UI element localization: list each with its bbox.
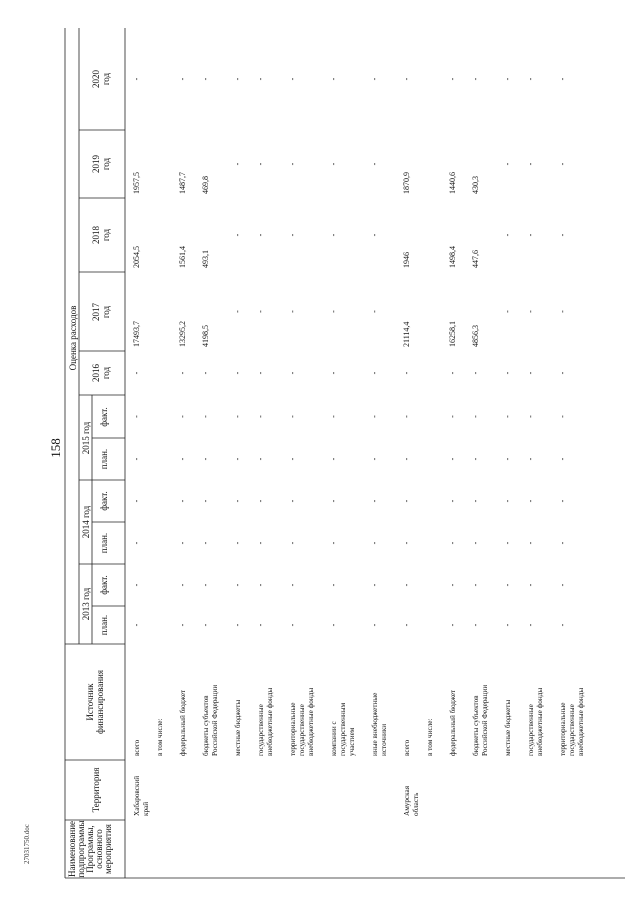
source-label: государственные [527, 704, 535, 756]
value-cell: 1870,9 [402, 172, 411, 194]
value-cell: - [448, 499, 457, 503]
value-cell: - [201, 499, 210, 503]
value-cell: - [233, 77, 242, 81]
value-cell: - [201, 623, 210, 627]
value-cell: 1498,4 [448, 246, 457, 268]
value-cell: - [526, 583, 535, 587]
value-cell: - [329, 415, 338, 418]
value-cell: 4198,5 [201, 325, 210, 347]
value-cell: - [503, 371, 512, 375]
value-cell: - [448, 371, 457, 375]
value-cell: - [329, 499, 338, 503]
header-2015: 2015 год [81, 421, 91, 455]
value-cell: - [329, 233, 338, 237]
territory-name: Хабаровский [133, 775, 141, 816]
source-label: компании с [330, 721, 338, 756]
value-cell: - [471, 583, 480, 587]
value-cell: - [288, 415, 297, 418]
value-cell: - [233, 233, 242, 237]
value-cell: - [256, 162, 265, 166]
value-cell: - [233, 371, 242, 375]
source-label: бюджеты субъектов [472, 695, 480, 756]
value-cell: - [526, 77, 535, 81]
value-cell: - [233, 499, 242, 503]
value-cell: - [329, 310, 338, 313]
value-cell: - [503, 233, 512, 237]
value-cell: - [370, 77, 379, 81]
source-label: Российской Федерации [481, 684, 489, 756]
value-cell: - [402, 77, 411, 81]
value-cell: - [558, 457, 567, 461]
header-estimate: Оценка расходов [68, 305, 78, 371]
value-cell: - [288, 371, 297, 375]
value-cell: - [370, 541, 379, 545]
header-plan-fact: факт. [99, 575, 109, 595]
header-plan-fact: факт. [99, 491, 109, 511]
value-cell: - [526, 623, 535, 627]
value-cell: 1957,5 [132, 172, 141, 194]
value-cell: 4856,3 [471, 325, 480, 347]
value-cell: 493,1 [201, 250, 210, 268]
value-cell: - [201, 77, 210, 81]
value-cell: - [132, 457, 141, 461]
value-cell: - [503, 499, 512, 503]
value-cell: - [503, 541, 512, 545]
value-cell: - [471, 77, 480, 81]
value-cell: - [558, 371, 567, 375]
header-2017: 2017 [91, 303, 101, 321]
value-cell: - [256, 310, 265, 313]
value-cell: - [201, 457, 210, 461]
value-cell: - [558, 415, 567, 418]
header-name: подпрограммы [76, 820, 86, 878]
header-2020: год [101, 72, 111, 86]
value-cell: - [178, 499, 187, 503]
value-cell: - [503, 77, 512, 81]
value-cell: - [288, 457, 297, 461]
value-cell: - [558, 623, 567, 627]
source-label: в том числе: [426, 718, 434, 756]
source-label: в том числе: [156, 718, 164, 756]
source-label: федеральный бюджет [449, 689, 457, 756]
source-label: внебюджетные фонды [577, 687, 585, 756]
value-cell: - [402, 371, 411, 375]
value-cell: - [178, 77, 187, 81]
value-cell: 1561,4 [178, 246, 187, 268]
header-name: Наименование [67, 820, 77, 878]
value-cell: - [329, 623, 338, 627]
header-2018: год [101, 228, 111, 242]
value-cell: - [402, 541, 411, 545]
value-cell: - [471, 415, 480, 418]
header-2013: 2013 год [81, 587, 91, 621]
value-cell: - [201, 415, 210, 418]
value-cell: - [526, 415, 535, 418]
value-cell: - [132, 541, 141, 545]
value-cell: - [526, 541, 535, 545]
value-cell: - [178, 541, 187, 545]
page-number: 158 [48, 438, 63, 458]
value-cell: - [471, 541, 480, 545]
value-cell: - [402, 499, 411, 503]
value-cell: - [288, 233, 297, 237]
value-cell: 21114,4 [402, 321, 411, 347]
value-cell: - [132, 583, 141, 587]
value-cell: - [558, 583, 567, 587]
territory-name: область [412, 792, 420, 816]
value-cell: - [132, 499, 141, 503]
value-cell: - [558, 162, 567, 166]
value-cell: - [132, 623, 141, 627]
source-label: иные внебюджетные [371, 692, 379, 756]
header-2019: год [101, 157, 111, 171]
value-cell: - [503, 415, 512, 418]
source-label: внебюджетные фонды [307, 687, 315, 756]
value-cell: - [526, 310, 535, 313]
value-cell: - [370, 310, 379, 313]
value-cell: - [178, 415, 187, 418]
value-cell: - [558, 233, 567, 237]
header-territory: Территория [91, 767, 101, 813]
header-2019: 2019 [91, 155, 101, 173]
header-2014: 2014 год [81, 505, 91, 539]
value-cell: - [370, 233, 379, 237]
value-cell: - [233, 162, 242, 166]
header-2016: 2016 [91, 364, 101, 382]
value-cell: - [448, 457, 457, 461]
value-cell: - [256, 541, 265, 545]
value-cell: - [558, 541, 567, 545]
value-cell: - [288, 583, 297, 587]
value-cell: - [448, 623, 457, 627]
value-cell: - [402, 457, 411, 461]
value-cell: - [201, 583, 210, 587]
source-label: внебюджетные фонды [536, 687, 544, 756]
source-label: государственным [339, 702, 347, 756]
value-cell: - [526, 371, 535, 375]
source-label: государственные [257, 704, 265, 756]
value-cell: - [370, 583, 379, 587]
value-cell: - [233, 623, 242, 627]
header-name: Программы, [85, 825, 95, 873]
value-cell: - [526, 457, 535, 461]
header-plan-fact: факт. [99, 407, 109, 427]
value-cell: - [471, 371, 480, 375]
value-cell: 17493,7 [132, 321, 141, 347]
territory-name: край [142, 801, 150, 816]
value-cell: - [256, 457, 265, 461]
source-label: государственные [298, 704, 306, 756]
value-cell: - [288, 541, 297, 545]
value-cell: - [526, 162, 535, 166]
source-label: местные бюджеты [504, 699, 512, 756]
value-cell: - [402, 623, 411, 627]
territory-name: Амурская [403, 786, 411, 816]
table-body [65, 28, 625, 878]
value-cell: - [256, 583, 265, 587]
document-code: 27031750.doc [23, 824, 31, 864]
value-cell: 1946 [402, 252, 411, 268]
source-label: территориальные [559, 702, 567, 756]
source-label: участием [348, 727, 356, 756]
value-cell: - [471, 457, 480, 461]
value-cell: - [233, 541, 242, 545]
value-cell: - [329, 541, 338, 545]
header-plan-fact: план. [99, 614, 109, 636]
value-cell: - [503, 310, 512, 313]
header-plan-fact: план. [99, 448, 109, 470]
header-source: Источник [85, 683, 95, 721]
value-cell: - [503, 162, 512, 166]
value-cell: - [503, 623, 512, 627]
header-name: основного [94, 829, 104, 869]
value-cell: - [558, 77, 567, 81]
value-cell: 16258,1 [448, 321, 457, 347]
source-label: территориальные [289, 702, 297, 756]
value-cell: - [256, 415, 265, 418]
value-cell: - [233, 583, 242, 587]
value-cell: - [288, 623, 297, 627]
source-label: государственные [568, 704, 576, 756]
value-cell: - [370, 457, 379, 461]
value-cell: 469,8 [201, 176, 210, 194]
value-cell: 1440,6 [448, 172, 457, 194]
value-cell: - [256, 623, 265, 627]
value-cell: - [288, 499, 297, 503]
value-cell: - [178, 583, 187, 587]
value-cell: - [558, 499, 567, 503]
value-cell: - [201, 371, 210, 375]
value-cell: - [503, 583, 512, 587]
value-cell: - [503, 457, 512, 461]
value-cell: - [448, 415, 457, 418]
value-cell: - [402, 583, 411, 587]
source-label: федеральный бюджет [179, 689, 187, 756]
value-cell: - [329, 583, 338, 587]
value-cell: - [256, 77, 265, 81]
value-cell: - [370, 371, 379, 375]
value-cell: - [329, 457, 338, 461]
value-cell: - [370, 499, 379, 503]
value-cell: - [558, 310, 567, 313]
value-cell: - [370, 162, 379, 166]
value-cell: - [256, 499, 265, 503]
value-cell: 1487,7 [178, 172, 187, 194]
source-label: Российской Федерации [211, 684, 219, 756]
source-label: бюджеты субъектов [202, 695, 210, 756]
value-cell: - [233, 415, 242, 418]
value-cell: - [402, 415, 411, 418]
header-2018: 2018 [91, 226, 101, 244]
value-cell: - [178, 623, 187, 627]
value-cell: - [256, 371, 265, 375]
value-cell: - [233, 310, 242, 313]
value-cell: - [471, 623, 480, 627]
source-label: всего [403, 739, 411, 756]
value-cell: - [132, 371, 141, 375]
value-cell: 447,6 [471, 250, 480, 268]
value-cell: - [526, 233, 535, 237]
value-cell: - [178, 457, 187, 461]
value-cell: 2054,5 [132, 246, 141, 268]
value-cell: 430,3 [471, 176, 480, 194]
value-cell: - [448, 77, 457, 81]
header-2016: год [101, 366, 111, 380]
value-cell: - [329, 77, 338, 81]
source-label: внебюджетные фонды [266, 687, 274, 756]
value-cell: - [178, 371, 187, 375]
header-name: мероприятия [103, 824, 113, 874]
value-cell: - [201, 541, 210, 545]
value-cell: - [132, 415, 141, 418]
header-2017: год [101, 305, 111, 319]
value-cell: - [288, 77, 297, 81]
source-label: местные бюджеты [234, 699, 242, 756]
value-cell: - [329, 371, 338, 375]
value-cell: - [448, 583, 457, 587]
value-cell: - [471, 499, 480, 503]
header-2020: 2020 [91, 70, 101, 88]
value-cell: 13295,2 [178, 321, 187, 347]
header-plan-fact: план. [99, 532, 109, 554]
source-label: всего [133, 739, 141, 756]
value-cell: - [288, 310, 297, 313]
value-cell: - [288, 162, 297, 166]
source-label: источники [380, 723, 388, 756]
value-cell: - [370, 623, 379, 627]
header-source: финансирования [95, 670, 105, 734]
value-cell: - [329, 162, 338, 166]
value-cell: - [256, 233, 265, 237]
value-cell: - [233, 457, 242, 461]
value-cell: - [370, 415, 379, 418]
value-cell: - [526, 499, 535, 503]
value-cell: - [132, 77, 141, 81]
value-cell: - [448, 541, 457, 545]
